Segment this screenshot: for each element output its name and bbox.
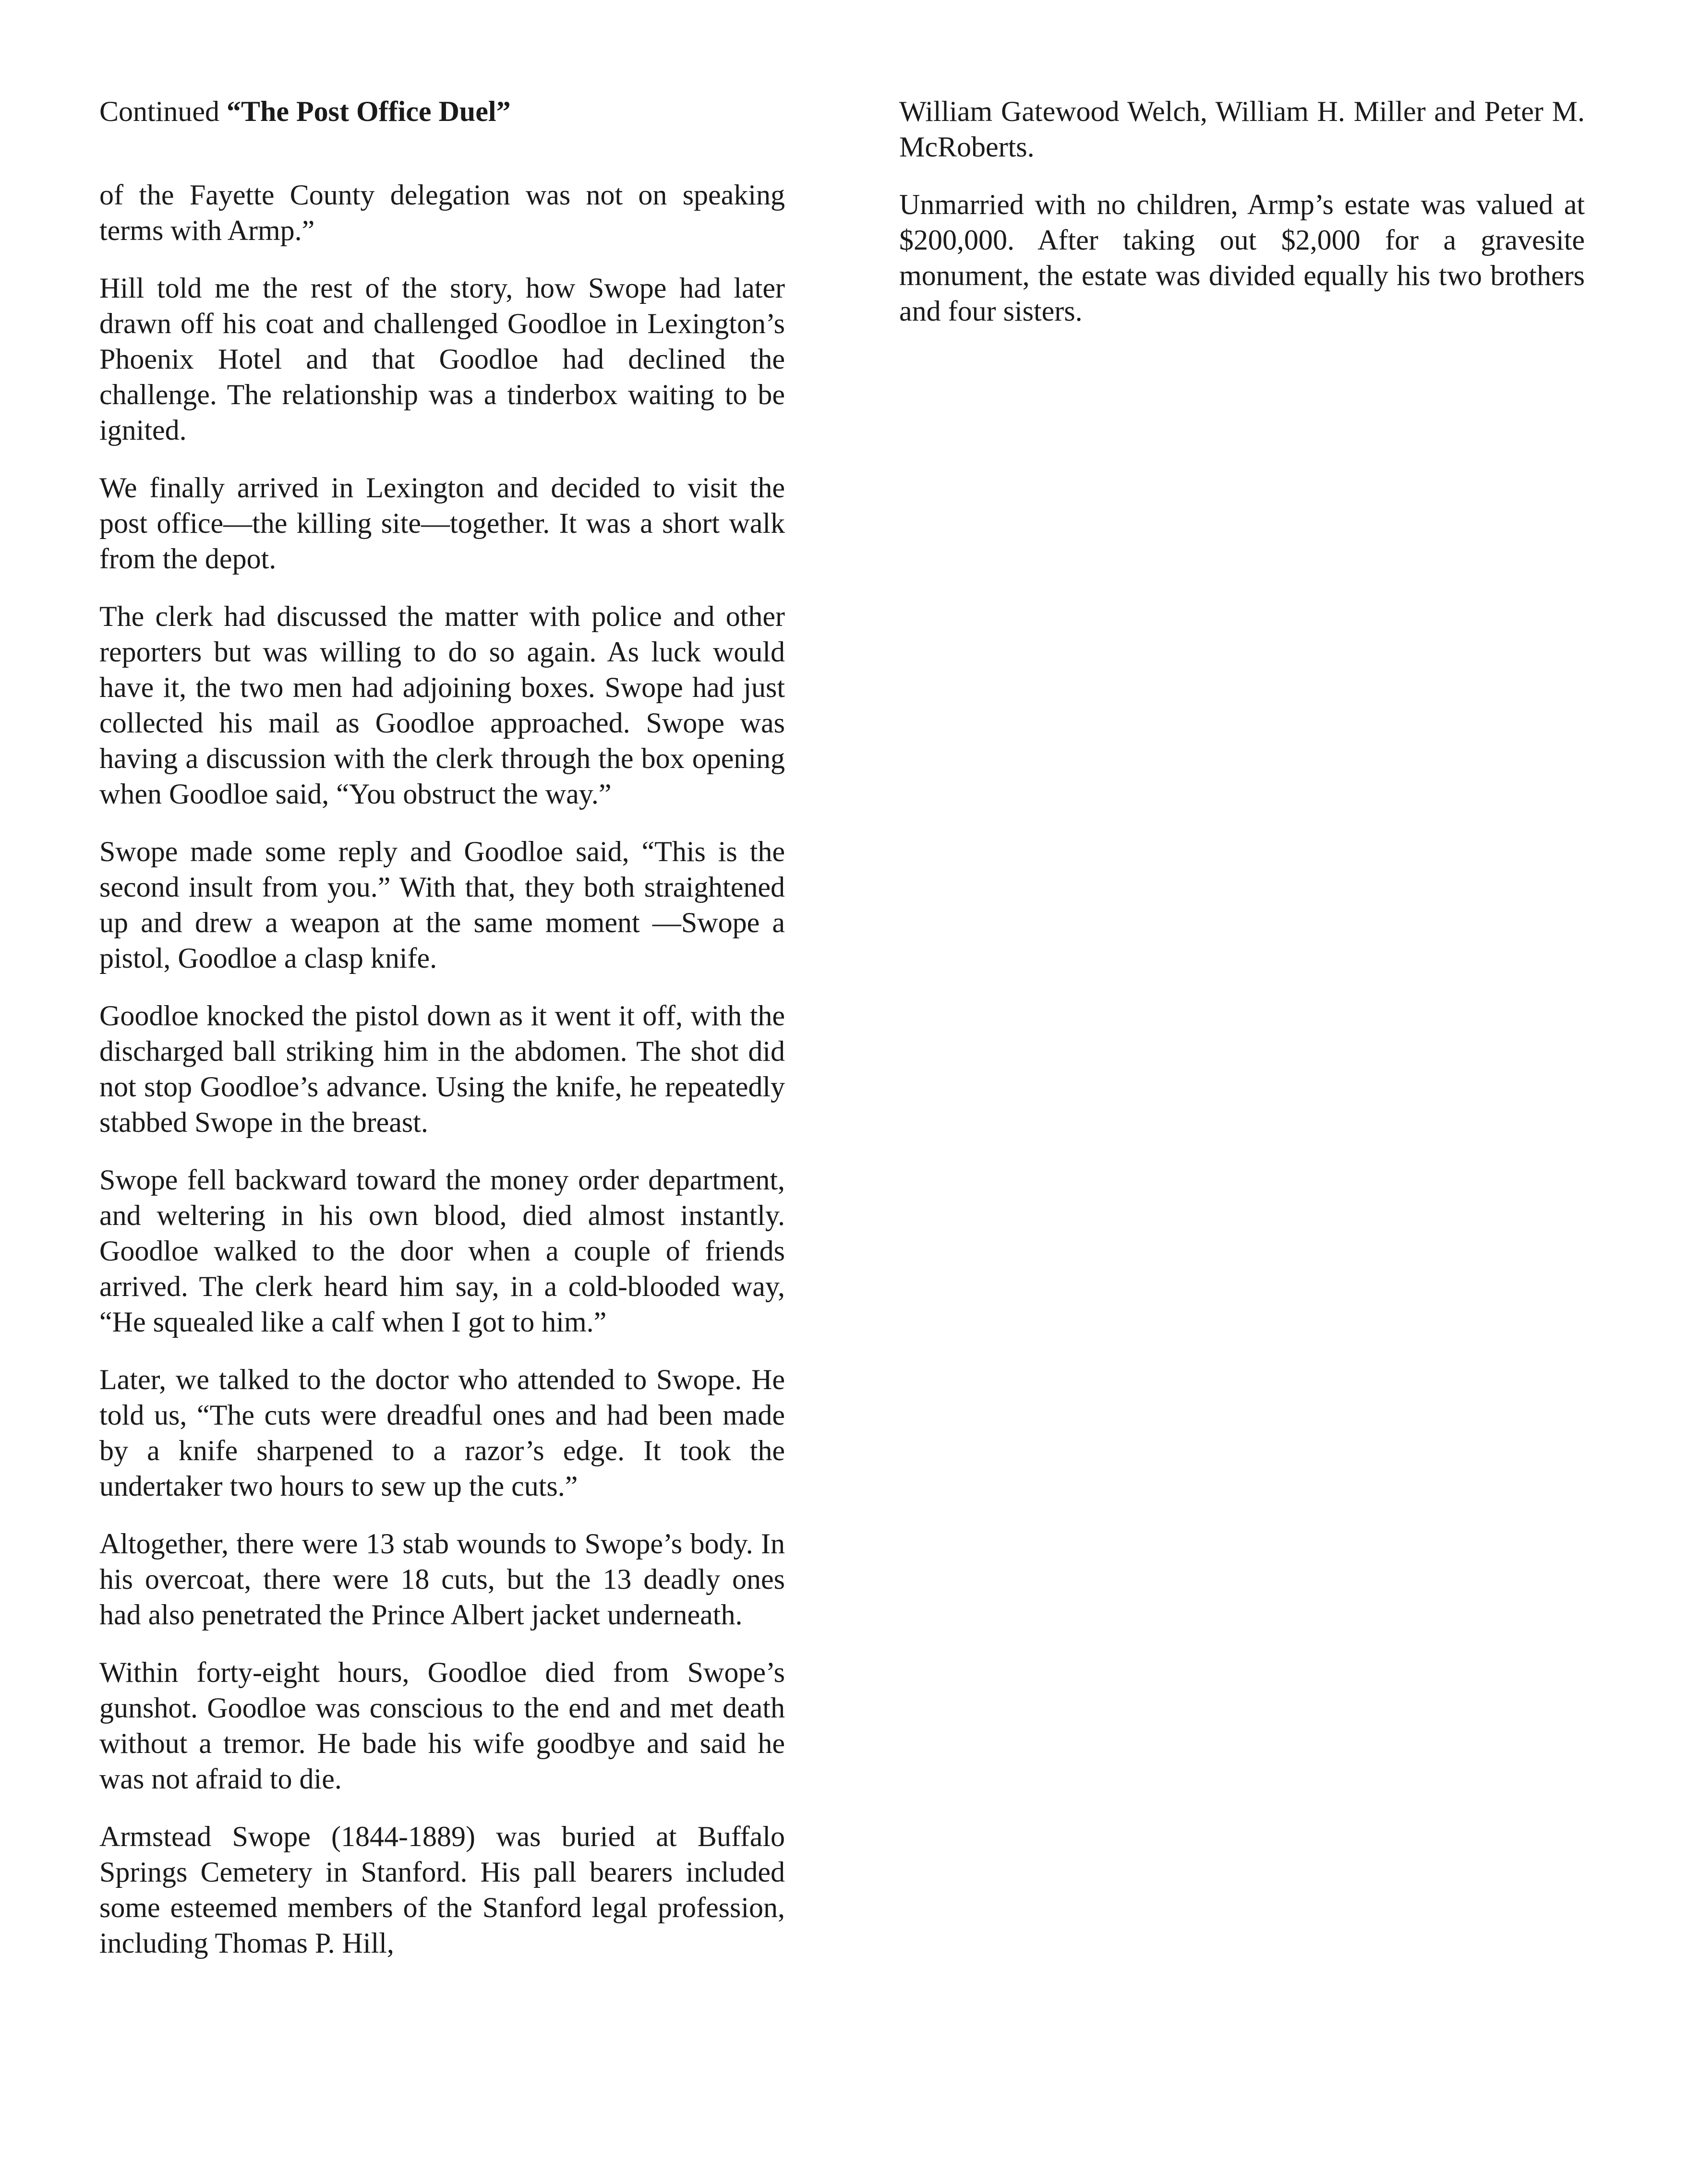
article-title: “The Post Office Duel” — [227, 96, 511, 127]
paragraph: We finally arrived in Lexington and decided to visit the post office—the killing site—together. It was a short walk from the depot. — [99, 472, 785, 575]
paragraph: Unmarried with no children, Armp’s estate was valued at $200,000. After taking out $2,000 for a gravesite monument, the estate was divided equally his two brothers and four sisters. — [899, 189, 1585, 327]
continued-label: Continued — [99, 96, 227, 127]
right-column — [899, 94, 1585, 351]
paragraph: Later, we talked to the doctor who attended to Swope. He told us, “The cuts were dreadful ones and had been made by a knife sharpened to a razor’s edge. It took the undertaker two hours to sew up the cuts.” — [99, 1364, 785, 1502]
paragraph: Swope made some reply and Goodloe said, “This is the second insult from you.” With that, they both straightened up and drew a weapon at the same moment —Swope a pistol, Goodloe a clasp knife. — [99, 836, 785, 974]
paragraph: Within forty-eight hours, Goodloe died from Swope’s gunshot. Goodloe was conscious to the end and met death without a tremor. He bade his wife goodbye and said he was not afraid to die. — [99, 1656, 785, 1795]
paragraph: Swope fell backward toward the money order department, and weltering in his own blood, died almost instantly. Goodloe walked to the door when a couple of friends arrived. The clerk heard him say, in a cold-blooded way, “He squealed like a calf when I got to him.” — [99, 1164, 785, 1338]
paragraph: The clerk had discussed the matter with police and other reporters but was willing to do so again. As luck would have it, the two men had adjoining boxes. Swope had just collected his mail as Goodloe approached. Swope was having a discussion with the clerk through the box opening when Goodloe said, “You obstruct the way.” — [99, 600, 785, 810]
paragraph: Hill told me the rest of the story, how Swope had later drawn off his coat and challenged Goodloe in Lexington’s Phoenix Hotel and that Goodloe had declined the challenge. The relationship was a tinderbox waiting to be ignited. — [99, 272, 785, 446]
continued-header — [99, 94, 785, 129]
paragraph: Armstead Swope (1844-1889) was buried at Buffalo Springs Cemetery in Stanford. His pall bearers included some esteemed members of the Stanford legal profession, including Thomas P. Hill, — [99, 1821, 785, 1959]
paragraph: Altogether, there were 13 stab wounds to Swope’s body. In his overcoat, there were 18 cuts, but the 13 deadly ones had also penetrated the Prince Albert jacket underneath. — [99, 1528, 785, 1631]
left-column — [99, 94, 785, 1983]
paragraph: William Gatewood Welch, William H. Miller and Peter M. McRoberts. — [899, 96, 1585, 163]
paragraph: Goodloe knocked the pistol down as it went it off, with the discharged ball striking him in the abdomen. The shot did not stop Goodloe’s advance. Using the knife, he repeatedly stabbed Swope in the breast. — [99, 1000, 785, 1138]
paragraph: of the Fayette County delegation was not on speaking terms with Armp.” — [99, 179, 785, 246]
